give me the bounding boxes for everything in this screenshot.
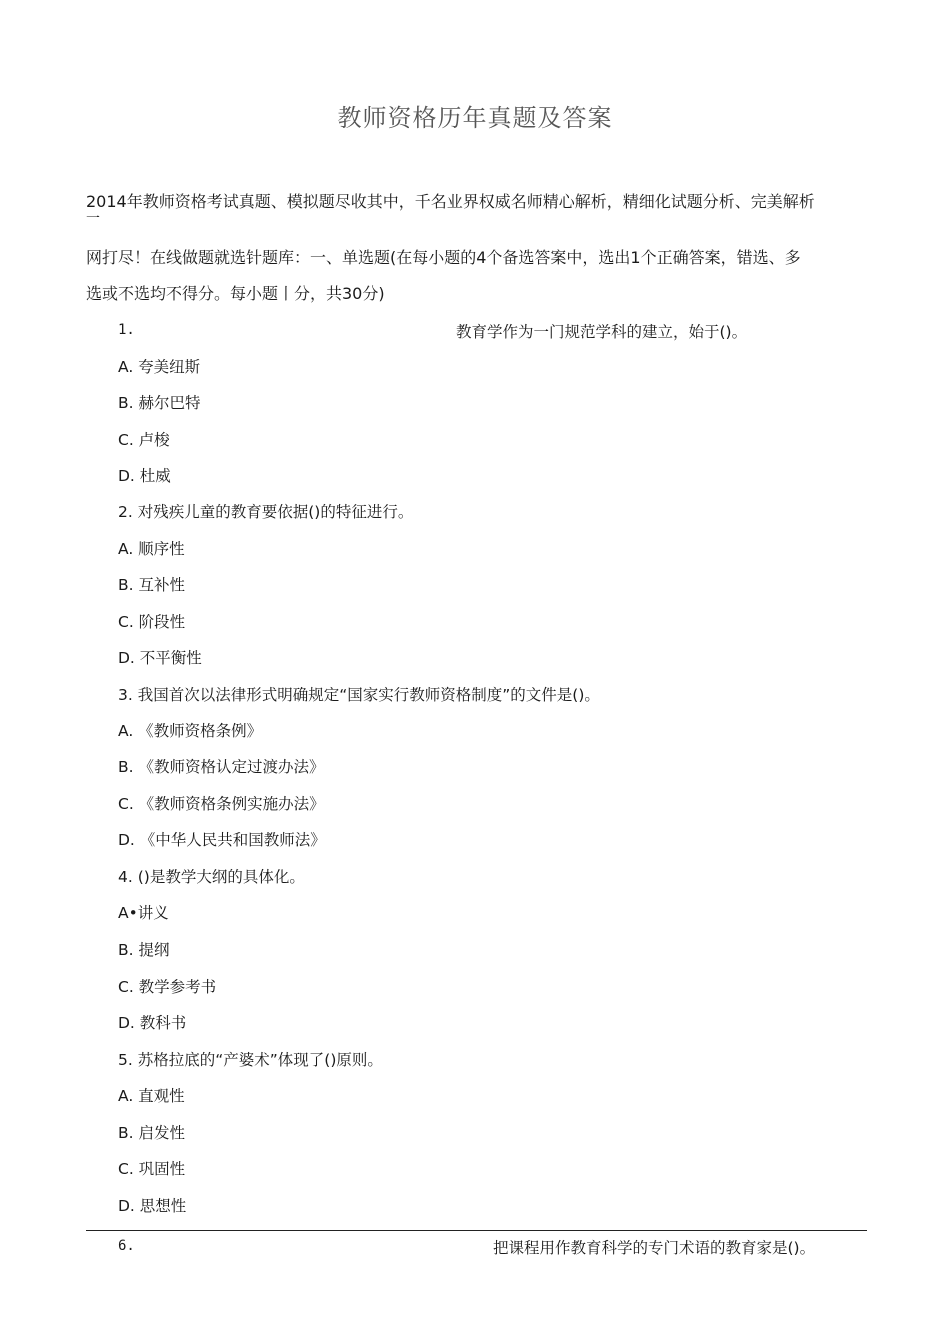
option-b: B. 《教师资格认定过渡办法》	[118, 758, 325, 776]
option-d: D. 不平衡性	[118, 649, 202, 667]
question-text: 我国首次以法律形式明确规定“国家实行教师资格制度”的文件是()。	[137, 686, 600, 704]
question-text: 教育学作为一门规范学科的建立，始于()。	[456, 323, 748, 341]
option-a: A. 夸美纽斯	[118, 358, 201, 376]
question-text: 把课程用作教育科学的专门术语的教育家是()。	[493, 1239, 816, 1257]
intro-line-1-tail: 一	[86, 211, 100, 227]
question-4	[118, 867, 305, 887]
question-number: 5.	[118, 1051, 133, 1069]
option-c: C. 卢梭	[118, 431, 170, 449]
option-a: A. 直观性	[118, 1087, 185, 1105]
option-b: B. 赫尔巴特	[118, 394, 201, 412]
option-d: D. 杜威	[118, 467, 171, 485]
question-number: 2.	[118, 503, 133, 521]
option-a: A. 《教师资格条例》	[118, 722, 263, 740]
intro-line-2: 网打尽！在线做题就选针题库：一、单选题(在每小题的4个备选答案中，选出1个正确答案，错选、多	[86, 248, 801, 267]
question-3	[118, 685, 600, 705]
question-text: ()是教学大纲的具体化。	[137, 868, 305, 886]
option-b: B. 互补性	[118, 576, 185, 594]
option-b: B. 提纲	[118, 941, 170, 959]
option-a: A. 顺序性	[118, 540, 185, 558]
option-c: C. 《教师资格条例实施办法》	[118, 795, 325, 813]
option-d: D. 思想性	[118, 1197, 187, 1215]
question-number: 3.	[118, 686, 133, 704]
option-c: C. 教学参考书	[118, 978, 217, 996]
question-text: 对残疾儿童的教育要依据()的特征进行。	[137, 503, 414, 521]
question-2	[118, 502, 413, 522]
option-b: B. 启发性	[118, 1124, 185, 1142]
divider-line	[86, 1230, 867, 1231]
intro-line-1: 2014年教师资格考试真题、模拟题尽收其中，千名业界权威名师精心解析，精细化试题分析、完美解析	[86, 192, 815, 211]
intro-line-3: 选或不选均不得分。每小题丨分，共30分)	[86, 284, 385, 303]
option-a: A•讲义	[118, 904, 169, 922]
question-number: 4.	[118, 868, 133, 886]
option-c: C. 巩固性	[118, 1160, 186, 1178]
question-text: 苏格拉底的“产婆术”体现了()原则。	[137, 1051, 383, 1069]
question-5	[118, 1050, 383, 1070]
question-number: 6.	[118, 1238, 135, 1254]
option-d: D. 教科书	[118, 1014, 187, 1032]
option-c: C. 阶段性	[118, 613, 186, 631]
document-title: 教师资格历年真题及答案	[337, 104, 613, 132]
option-d: D. 《中华人民共和国教师法》	[118, 831, 326, 849]
question-number: 1.	[118, 322, 135, 338]
